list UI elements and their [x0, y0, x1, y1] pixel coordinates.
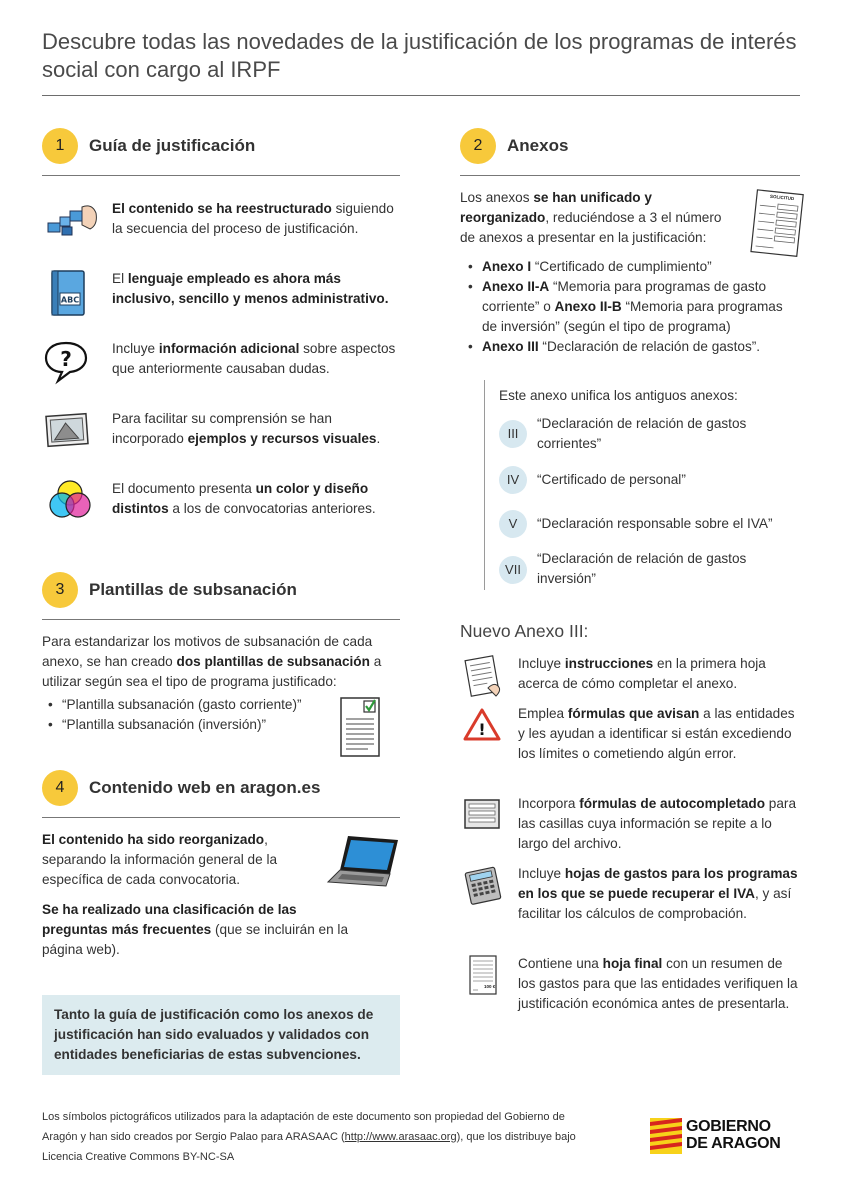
color-circles-icon — [42, 479, 98, 529]
section-2-header — [460, 128, 800, 164]
section-4-header — [42, 770, 402, 806]
list-item: • Anexo I “Certificado de cumplimiento” — [462, 257, 792, 277]
validation-note: Tanto la guía de justificación como los anexos de justificación han sido evaluados y validados con entidades beneficiarias de estas subvenciones. — [42, 995, 400, 1075]
warning-triangle-icon — [460, 704, 516, 754]
guia-item-text: El documento presenta un color y diseño distintos a los de convocatorias anteriores. — [112, 481, 376, 516]
framed-picture-icon — [42, 409, 98, 459]
section-title: Contenido web en aragon.es — [89, 778, 321, 797]
roman-badge: III — [499, 420, 527, 448]
antiguo-anexo-text: “Declaración de relación de gastos inversión” — [537, 551, 747, 586]
section-title: Anexos — [507, 136, 569, 155]
guia-item — [42, 339, 402, 399]
solicitud-form-icon — [748, 188, 804, 260]
list-item: • “Plantilla subsanación (gasto corriente)” — [42, 695, 332, 715]
arasaac-link[interactable]: http://www.arasaac.org — [344, 1131, 457, 1143]
section-3-header — [42, 572, 402, 608]
guia-item — [42, 199, 402, 259]
roman-badge: IV — [499, 466, 527, 494]
building-blocks-icon — [42, 199, 98, 249]
instructions-sheet-icon — [460, 654, 516, 704]
section-number-badge: 2 — [460, 128, 496, 164]
nuevo-item-text: Incluye hojas de gastos para los programas en los que se puede recuperar el IVA, y así facilitar los cálculos de comprobación. — [518, 866, 798, 921]
nuevo-anexo-title: Nuevo Anexo III: — [460, 621, 589, 641]
receipt-amount: 100 € — [484, 984, 496, 989]
form-label: SOLICITUD — [769, 193, 795, 202]
nuevo-item-text: Incorpora fórmulas de autocompletado para las casillas cuya información se repite a lo largo del archivo. — [518, 796, 797, 851]
section-title: Guía de justificación — [89, 136, 256, 155]
laptop-icon — [326, 834, 402, 890]
plantillas-list — [42, 695, 332, 735]
svg-text:?: ? — [60, 347, 72, 371]
guia-item-text: El contenido se ha reestructurado siguiendo la secuencia del proceso de justificación. — [112, 201, 394, 236]
guia-item-text: Incluye información adicional sobre aspectos que anteriormente causaban dudas. — [112, 341, 396, 376]
checklist-document-icon — [338, 695, 382, 759]
title-divider — [42, 95, 800, 96]
gobierno-aragon-logo — [650, 1118, 810, 1158]
page-title: Descubre todas las novedades de la justificación de los programas de interés social con cargo al IRPF — [42, 29, 797, 82]
guia-item — [42, 269, 402, 329]
nuevo-item — [460, 864, 800, 944]
section-number-badge: 3 — [42, 572, 78, 608]
anexos-intro: Los anexos se han unificado y reorganizado, reduciéndose a 3 el número de anexos a presentar en la justificación: — [460, 190, 722, 245]
antiguo-anexo-row — [499, 466, 799, 494]
guia-item-text: Para facilitar su comprensión se han incorporado ejemplos y recursos visuales. — [112, 411, 381, 446]
abc-book-icon — [42, 269, 98, 319]
antiguo-anexo-row — [499, 414, 799, 454]
guia-item — [42, 409, 402, 469]
nuevo-item-text: Emplea fórmulas que avisan a las entidades y les ayudan a identificar si están excediendo los límites o cometiendo algún error. — [518, 706, 795, 761]
nuevo-item — [460, 794, 800, 854]
antiguo-anexo-text: “Declaración responsable sobre el IVA” — [537, 516, 773, 531]
antiguos-anexos-box — [484, 380, 794, 590]
section-title: Plantillas de subsanación — [89, 580, 297, 599]
web-text-1: El contenido ha sido reorganizado, separando la información general de la específica de cada convocatoria. — [42, 832, 278, 887]
section-divider — [42, 175, 400, 176]
svg-text:ABC: ABC — [60, 295, 80, 305]
section-1-header — [42, 128, 402, 164]
logo-text: GOBIERNO DE ARAGON — [686, 1118, 781, 1152]
antiguo-anexo-row — [499, 549, 799, 589]
summary-sheet-icon — [460, 954, 516, 1004]
list-item: • Anexo III “Declaración de relación de gastos”. — [462, 337, 792, 357]
guia-item-text: El lenguaje empleado es ahora más inclusivo, sencillo y menos administrativo. — [112, 271, 389, 306]
section-divider — [42, 817, 400, 818]
section-divider — [42, 619, 400, 620]
nuevo-item-text: Contiene una hoja final con un resumen de los gastos para que las entidades verifiquen la justificación económica antes de presentarla. — [518, 956, 798, 1011]
section-number-badge: 1 — [42, 128, 78, 164]
calculator-icon — [460, 864, 516, 914]
svg-text:!: ! — [478, 720, 486, 739]
plantillas-intro: Para estandarizar los motivos de subsanación de cada anexo, se han creado dos plantillas de subsanación a utilizar según sea el tipo de programa justificado: — [42, 634, 382, 689]
nuevo-item — [460, 704, 800, 790]
nuevo-item-text: Incluye instrucciones en la primera hoja acerca de cómo completar el anexo. — [518, 656, 766, 691]
autocomplete-form-icon — [460, 794, 516, 844]
unifica-text: Este anexo unifica los antiguos anexos: — [499, 388, 738, 403]
section-divider — [460, 175, 800, 176]
guia-item — [42, 479, 402, 539]
question-bubble-icon — [42, 339, 98, 389]
roman-badge: VII — [499, 556, 527, 584]
web-text-2: Se ha realizado una clasificación de las preguntas más frecuentes (que se incluirán en la página web). — [42, 902, 349, 957]
antiguo-anexo-text: “Declaración de relación de gastos corrientes” — [537, 416, 747, 451]
antiguo-anexo-row — [499, 510, 799, 538]
list-item: • “Plantilla subsanación (inversión)” — [42, 715, 332, 735]
anexos-list — [462, 257, 792, 357]
roman-badge: V — [499, 510, 527, 538]
list-item: • Anexo II-A “Memoria para programas de gasto corriente” o Anexo II-B “Memoria para programas de inversión” (según el tipo de programa) — [462, 277, 792, 337]
antiguo-anexo-text: “Certificado de personal” — [537, 472, 686, 487]
footer-credits: Los símbolos pictográficos utilizados para la adaptación de este documento son propiedad del Gobierno de Aragón y han sido creados por Sergio Palao para ARASAAC (http://www.arasaac.org), que los distribuye bajo Licencia Creative Commons BY-NC-SA — [42, 1111, 576, 1163]
nuevo-item — [460, 954, 800, 1038]
section-number-badge: 4 — [42, 770, 78, 806]
